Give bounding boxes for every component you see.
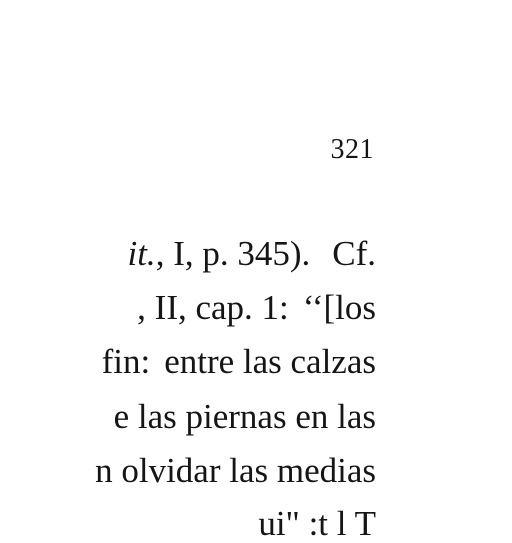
text-line-5: n olvidar las medias <box>95 451 376 490</box>
quote-opening: ‘‘[los <box>302 288 376 327</box>
text-line-1 <box>127 236 376 271</box>
compare-abbreviation: Cf. <box>332 234 376 273</box>
line-fragment-start: fin: <box>101 342 151 381</box>
text-line-6-partial: ui" :t l T <box>258 504 376 543</box>
text-line-3 <box>102 344 376 379</box>
page-number: 321 <box>330 134 374 165</box>
text-line-4: e las piernas en las <box>113 397 376 436</box>
citation-abbreviation: it. <box>127 234 156 273</box>
chapter-reference: , II, cap. 1: <box>137 288 289 327</box>
citation-reference: , I, p. 345). <box>155 234 311 273</box>
text-line-2 <box>137 290 376 325</box>
line-fragment-end: entre las calzas <box>164 342 376 381</box>
